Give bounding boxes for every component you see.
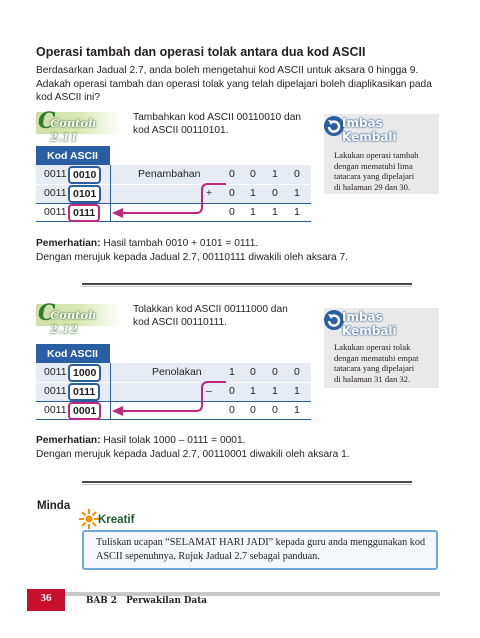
digit: 0: [229, 404, 235, 416]
divider: [82, 481, 412, 483]
contoh-c-glyph: C: [38, 108, 56, 134]
chapter-footer: [86, 596, 207, 606]
result-arrow: [36, 344, 336, 424]
imbas-text: [334, 342, 418, 384]
chapter-number: BAB 2: [86, 596, 117, 606]
digit: 1: [294, 187, 300, 199]
note-label: Pemerhatian:: [36, 435, 101, 446]
digit: 0: [272, 366, 278, 378]
note-text: Hasil tambah 0010 + 0101 = 0111.: [100, 238, 259, 249]
kreatif-task-box: [82, 530, 438, 570]
section-heading: Operasi tambah dan operasi tolak antara dua kod ASCII: [36, 45, 366, 59]
divider: [82, 484, 412, 485]
sunburst-icon: [78, 508, 100, 530]
imbas-line: dengan mematuhi empat: [334, 352, 419, 363]
example-badge-label: Contoh 2.11: [50, 116, 97, 144]
imbas-title: Imbas Kembali: [342, 116, 397, 144]
code-box: 1000: [68, 364, 101, 382]
digit: 1: [272, 206, 278, 218]
imbas-line: Lakukan operasi tambah: [334, 150, 419, 160]
imbas-line: Lakukan operasi tolak: [334, 342, 411, 352]
note-text: Dengan merujuk kepada Jadual 2.7, 00110111 diwakili oleh aksara 7.: [36, 251, 349, 263]
digit: 0: [272, 187, 278, 199]
digit: 1: [294, 404, 300, 416]
result-code-box: 0111: [68, 204, 100, 222]
digit: 0: [250, 366, 256, 378]
imbas-line: tatacara yang dipelajari: [334, 171, 415, 181]
digit: 0: [229, 385, 235, 397]
imbas-line: di halaman 29 dan 30.: [334, 181, 411, 192]
question-line: Tambahkan kod ASCII 00110010 dan: [133, 112, 302, 123]
digit: 1: [250, 187, 256, 199]
imbas-line: tatacara yang dipelajari: [334, 363, 415, 373]
operator-sign: –: [206, 385, 212, 397]
digit: 1: [294, 385, 300, 397]
result-code-box: 0001: [68, 402, 101, 420]
observation-note: [36, 237, 411, 264]
code-box: 0101: [68, 185, 101, 203]
digit: 1: [294, 206, 300, 218]
page-number: 36: [27, 589, 65, 611]
note-text: Dengan merujuk kepada Jadual 2.7, 00110001 diwakili oleh aksara 1.: [36, 448, 350, 460]
code-prefix: 0011: [44, 187, 67, 199]
question-line: kod ASCII 00110111.: [133, 317, 228, 328]
code-prefix: 0011: [44, 366, 67, 378]
digit: 0: [250, 404, 256, 416]
contoh-c-glyph: C: [38, 300, 56, 326]
digit: 0: [294, 168, 300, 180]
minda-label: Minda: [37, 500, 71, 512]
intro-paragraph: Berdasarkan Jadual 2.7, anda boleh mengetahui kod ASCII untuk aksara 0 hingga 9. Adakah operasi tambah dan operasi tolak yang telah dipelajari boleh diaplikasikan pada kod ASCII ini?: [36, 65, 432, 103]
note-label: Pemerhatian:: [36, 238, 101, 249]
observation-note: [36, 434, 411, 461]
chapter-title: Perwakilan Data: [126, 596, 208, 606]
digit: 0: [229, 187, 235, 199]
example-badge: [36, 300, 122, 336]
kreatif-label: Kreatif: [98, 514, 135, 526]
example-question: [133, 303, 288, 329]
table-header: Kod ASCII: [36, 146, 110, 165]
digit: 0: [294, 366, 300, 378]
code-prefix: 0011: [44, 385, 67, 397]
imbas-line: dengan mematuhi lima: [334, 160, 413, 171]
digit: 0: [250, 168, 256, 180]
example-question: [133, 111, 301, 137]
example-badge-label: Contoh 2.12: [50, 308, 97, 336]
question-line: kod ASCII 00110101.: [133, 125, 229, 136]
result-arrow: [36, 146, 336, 226]
operation-label: Penambahan: [138, 168, 201, 180]
code-box: 0111: [68, 383, 100, 401]
digit: 0: [229, 206, 235, 218]
digit: 1: [272, 168, 278, 180]
note-text: Hasil tolak 1000 – 0111 = 0001.: [100, 435, 246, 446]
operator-sign: +: [206, 187, 213, 199]
question-line: Tolakkan kod ASCII 00111000 dan: [133, 304, 288, 315]
digit: 0: [229, 168, 235, 180]
kreatif-text: Tuliskan ucapan “SELAMAT HARI JADI” kepada guru anda menggunakan kod ASCII sepenuhnya. Rujuk Jadual 2.7 sebagai panduan.: [96, 537, 426, 562]
digit: 1: [229, 366, 235, 378]
divider: [82, 283, 412, 285]
code-box: 0010: [68, 166, 101, 184]
code-prefix: 0011: [44, 206, 67, 218]
code-prefix: 0011: [44, 168, 67, 180]
operation-label: Penolakan: [152, 366, 202, 378]
digit: 0: [272, 404, 278, 416]
code-prefix: 0011: [44, 404, 67, 416]
digit: 1: [272, 385, 278, 397]
example-badge: [36, 108, 122, 144]
digit: 1: [250, 206, 256, 218]
imbas-title: Imbas Kembali: [342, 310, 397, 338]
imbas-text: [334, 150, 418, 192]
divider: [82, 286, 412, 287]
table-header: Kod ASCII: [36, 344, 110, 363]
imbas-kembali-box: [324, 114, 439, 194]
imbas-line: di halaman 31 dan 32.: [334, 373, 411, 384]
digit: 1: [250, 385, 256, 397]
imbas-kembali-box: [324, 308, 439, 388]
